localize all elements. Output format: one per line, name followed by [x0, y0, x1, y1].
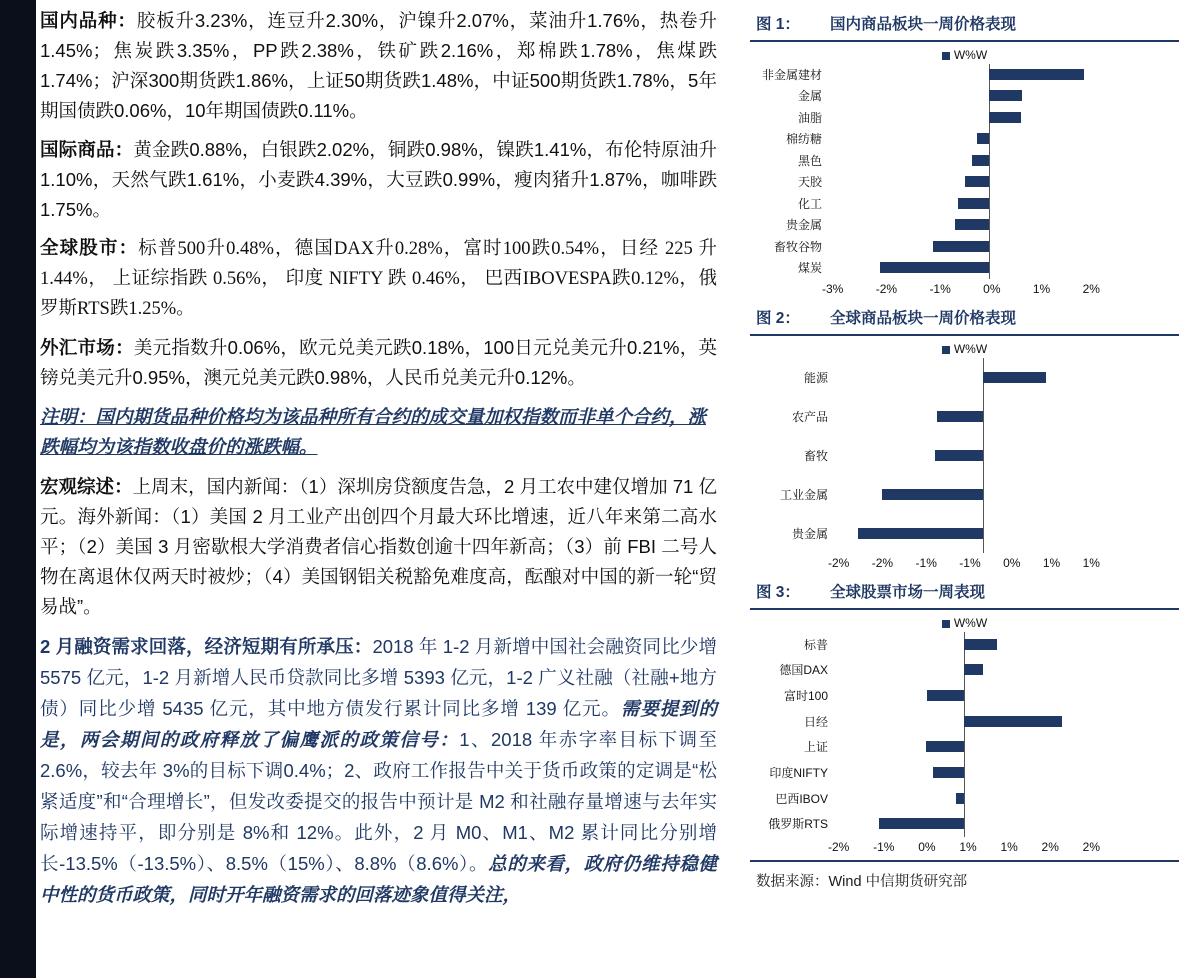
figure-1-number: 图 1： [756, 16, 800, 33]
figure-3-legend [750, 616, 1179, 630]
paragraph-financing [40, 631, 717, 910]
chart-bar [935, 450, 983, 461]
chart-bar [958, 198, 989, 209]
paragraph-global-equity-label: 全球股市： [40, 239, 139, 259]
figure-1-rule [750, 40, 1179, 42]
legend-swatch-icon [942, 52, 950, 60]
chart-category-label: 非金属建材 [761, 67, 822, 82]
paragraph-fx-text: 美元指数升0.06%，欧元兑美元跌0.18%，100日元兑美元升0.21%，英镑兑美元升0.95%，澳元兑美元跌0.98%，人民币兑美元升0.12%。 [40, 337, 717, 388]
figure-3-name: 全球股票市场一周表现 [830, 584, 986, 601]
chart-category-label: 德国DAX [779, 663, 828, 678]
figure-1-chart [750, 64, 1179, 296]
figure-2-name: 全球商品板块一周价格表现 [830, 310, 1017, 327]
chart-category-label: 工业金属 [779, 487, 828, 502]
figure-2-rule [750, 334, 1179, 336]
right-charts-column [740, 0, 1191, 978]
figure-2-legend [750, 342, 1179, 356]
figure-1-legend-label: W%W [953, 48, 988, 62]
paragraph-international-label: 国际商品： [40, 139, 134, 160]
chart-bar [926, 741, 964, 752]
legend-swatch-icon [942, 346, 950, 354]
figure-3-legend-label: W%W [953, 616, 988, 630]
chart-bar [964, 664, 983, 675]
chart-category-label: 富时100 [783, 689, 828, 704]
chart-bar [964, 716, 1062, 727]
chart-tick-label: -1% [915, 556, 937, 570]
chart-bar [933, 241, 989, 252]
chart-bar [989, 69, 1085, 80]
chart-bar [989, 90, 1022, 101]
figure-3-block [750, 576, 1179, 854]
macro-label: 宏观综述： [40, 476, 133, 497]
chart-tick-label: -2% [871, 556, 894, 570]
chart-category-label: 金属 [797, 89, 822, 104]
chart-category-label: 上证 [803, 740, 828, 755]
figure-2-legend-label: W%W [953, 342, 988, 356]
chart-bar [937, 411, 984, 422]
figure-1-legend [750, 48, 1179, 62]
chart-plot-area [828, 632, 1100, 837]
chart-bar [880, 262, 988, 273]
figure-1-block [750, 8, 1179, 296]
paragraph-domestic-label: 国内品种： [40, 10, 137, 31]
chart-tick-label: 1% [1082, 556, 1100, 570]
chart-tick-label: 1% [1042, 556, 1061, 570]
financing-emphasis-2: 总的来看，政府仍维持稳健中性的货币政策，同时开年融资需求的回落迹象值得关注， [40, 853, 717, 905]
financing-title: 2 月融资需求回落，经济短期有所承压： [40, 636, 373, 657]
figure-1-title [750, 8, 1179, 40]
chart-category-label: 日经 [803, 714, 828, 729]
chart-category-label: 畜牧 [803, 448, 828, 463]
figure-2-title [750, 302, 1179, 334]
chart-x-axis-ticks [822, 279, 1100, 296]
paragraph-domestic-text: 胶板升3.23%，连豆升2.30%，沪镍升2.07%，菜油升1.76%，热卷升1.45%；焦炭跌3.35%，PP跌2.38%，铁矿跌2.16%，郑棉跌1.78%，焦煤跌1.74%；沪深300期货跌1.86%，上证50期货跌1.48%，中证500期货跌1.78%，5年期国债跌0.06%，10年期国债跌0.11%。 [40, 10, 717, 121]
paragraph-domestic [40, 6, 717, 126]
paragraph-global-equity [40, 234, 717, 324]
chart-tick-label: 2% [1082, 840, 1100, 854]
chart-bar [882, 489, 983, 500]
chart-tick-label: -3% [822, 282, 844, 296]
chart-category-label: 天胶 [797, 175, 822, 190]
chart-tick-label: 2% [1082, 282, 1100, 296]
macro-text: 上周末，国内新闻：（1）深圳房贷额度告急，2 月工农中建仅增加 71 亿元。海外新闻：（1）美国 2 月工业产出创四个月最大环比增速，近八年来第二高水平；（2）美国 3 月密歇根大学消费者信心指数创逾十四年新高；（3）前 FBI 二号人物在离退休仅两天时被炒；（4）美国钢铝关税豁免难度高，酝酿对中国的新一轮“贸易战”。 [40, 476, 717, 617]
chart-tick-label: 1% [959, 840, 977, 854]
chart-tick-label: -2% [828, 840, 850, 854]
chart-bar [965, 176, 988, 187]
figure-1-name: 国内商品板块一周价格表现 [830, 16, 1017, 33]
chart-category-label: 贵金属 [791, 526, 828, 541]
figure-3-rule [750, 608, 1179, 610]
chart-tick-label: -1% [873, 840, 895, 854]
chart-bar [977, 133, 989, 144]
chart-zero-axis [983, 358, 984, 553]
chart-category-label: 棉纺糖 [785, 132, 822, 147]
paragraph-global-equity-text: 标普500升0.48%，德国DAX升0.28%，富时100跌0.54%，日经 225 升 1.44%， 上证综指跌 0.56%， 印度 NIFTY 跌 0.46%， 巴西IBOVESPA跌0.12%，俄罗斯RTS跌1.25%。 [40, 239, 717, 319]
financing-text-2: 1、2018 年赤字率目标下调至 2.6%，较去年 3%的目标下调0.4%；2、政府工作报告中关于货币政策的定调是“松紧适度”和“合理增长”，但发改委提交的报告中预计是 M2 和社融存量增速与去年实际增速持平，即分别是 8%和 12%。此外，2 月 M0、M1、M2 累计同比分别增长-13.5%（-13.5%）、8.5%（15%）、8.8%（8.6%）。 [40, 729, 717, 874]
chart-bar [879, 818, 964, 829]
chart-category-label: 巴西IBOV [775, 791, 828, 806]
chart-category-label: 印度NIFTY [769, 765, 828, 780]
chart-category-label: 俄罗斯RTS [768, 817, 828, 832]
chart-category-label: 煤炭 [797, 261, 822, 276]
chart-tick-label: -1% [929, 282, 951, 296]
chart-x-axis-ticks [828, 553, 1100, 570]
chart-category-label: 贵金属 [785, 218, 822, 233]
chart-bar [983, 372, 1045, 383]
financing-emphasis-1: 需要提到的是，两会期间的政府释放了偏鹰派的政策信号： [40, 698, 717, 750]
chart-category-label: 黑色 [797, 153, 822, 168]
figure-2-number: 图 2： [756, 310, 800, 327]
figure-3-number: 图 3： [756, 584, 800, 601]
note-text: 注明：国内期货品种价格均为该品种所有合约的成交量加权指数而非单个合约，涨跌幅均为该指数收盘价的涨跌幅。 [40, 406, 707, 457]
chart-category-label: 化工 [797, 196, 822, 211]
chart-bar [964, 639, 997, 650]
chart-category-label: 能源 [803, 370, 828, 385]
chart-tick-label: 1% [1000, 840, 1018, 854]
chart-category-label: 油脂 [797, 110, 822, 125]
chart-plot-area [828, 358, 1100, 553]
chart-tick-label: -1% [959, 556, 981, 570]
chart-tick-label: -2% [828, 556, 850, 570]
figure-2-block [750, 302, 1179, 570]
chart-bar [955, 219, 988, 230]
figure-3-title [750, 576, 1179, 608]
chart-bar [972, 155, 989, 166]
chart-plot-area [822, 64, 1100, 279]
chart-tick-label: 1% [1032, 282, 1051, 296]
financing-text-1: 2018 年 1-2 月新增中国社会融资同比少增 5575 亿元，1-2 月新增人民币贷款同比多增 5393 亿元，1-2 广义社融（社融+地方债）同比少增 5435 亿元，其中地方债发行累计同比多增 139 亿元。 [40, 636, 717, 719]
chart-bar [927, 690, 964, 701]
paragraph-fx-label: 外汇市场： [40, 337, 134, 358]
chart-tick-label: 0% [983, 282, 1001, 296]
chart-category-label: 畜牧谷物 [773, 239, 822, 254]
paragraph-international [40, 135, 717, 225]
figure-3-chart [750, 632, 1179, 854]
chart-bar [933, 767, 964, 778]
chart-bar [858, 528, 984, 539]
chart-tick-label: 0% [1003, 556, 1021, 570]
paragraph-fx [40, 333, 717, 393]
figure-2-chart [750, 358, 1179, 570]
chart-tick-label: -2% [875, 282, 898, 296]
chart-category-label: 标普 [803, 637, 828, 652]
chart-tick-label: 0% [918, 840, 936, 854]
data-source-note: 数据来源：Wind 中信期货研究部 [750, 860, 1179, 891]
paragraph-macro [40, 472, 717, 622]
chart-bar [989, 112, 1021, 123]
chart-tick-label: 2% [1041, 840, 1059, 854]
chart-x-axis-ticks [828, 837, 1100, 854]
chart-bar [956, 793, 964, 804]
chart-category-label: 农产品 [791, 409, 828, 424]
chart-zero-axis [964, 632, 965, 837]
legend-swatch-icon [942, 620, 950, 628]
paragraph-international-text: 黄金跌0.88%，白银跌2.02%，铜跌0.98%，镍跌1.41%，布伦特原油升1.10%，天然气跌1.61%，小麦跌4.39%，大豆跌0.99%，瘦肉猪升1.87%，咖啡跌1.75%。 [40, 139, 717, 220]
